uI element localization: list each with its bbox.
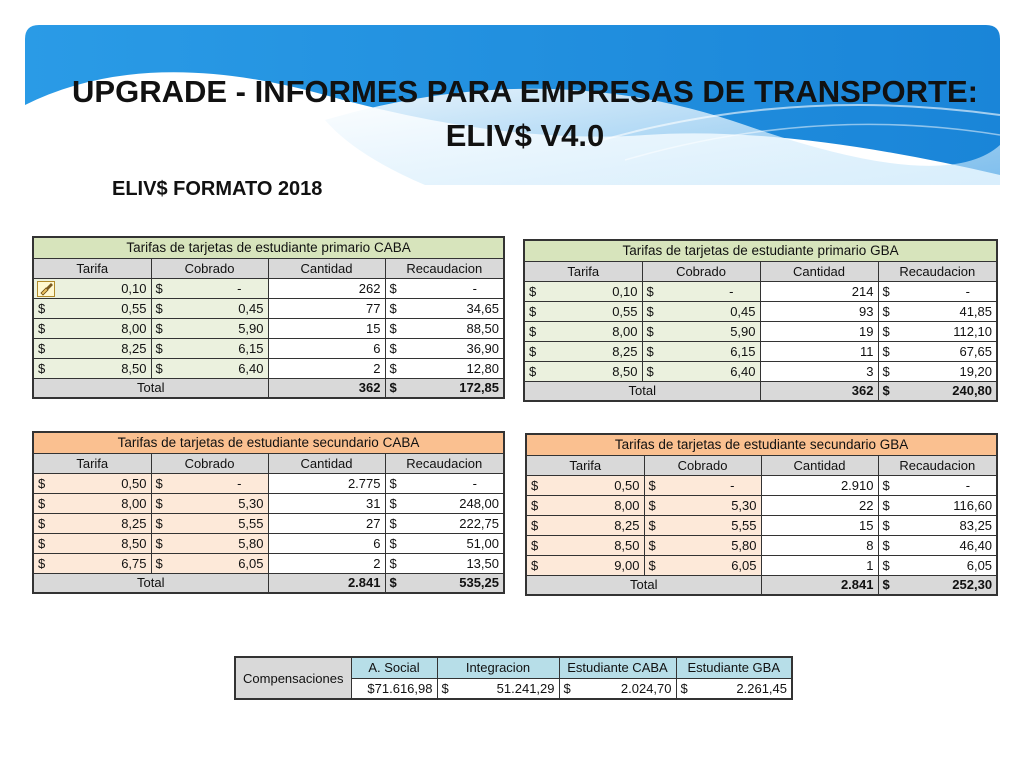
cantidad-cell: 6 <box>268 338 385 358</box>
table-primario-caba <box>32 236 505 399</box>
table-row <box>33 298 504 318</box>
cantidad-cell: 2 <box>268 553 385 573</box>
cantidad-cell: 2.910 <box>761 475 878 495</box>
table-compensaciones <box>234 656 793 700</box>
table-title: Tarifas de tarjetas de estudiante secundario GBA <box>526 434 997 455</box>
table-secundario-caba <box>32 431 505 594</box>
col-header-cantidad: Cantidad <box>761 455 878 475</box>
tarifa-cell: $ 9,00 <box>526 555 644 575</box>
total-row <box>526 575 997 595</box>
table-row <box>33 278 504 298</box>
cantidad-cell: 262 <box>268 278 385 298</box>
table-title: Tarifas de tarjetas de estudiante primario CABA <box>33 237 504 258</box>
table-primario-gba <box>523 239 998 402</box>
table-row <box>526 555 997 575</box>
recaudacion-cell: $ - <box>385 278 504 298</box>
table-row <box>33 318 504 338</box>
tarifa-cell: $ 0,50 <box>526 475 644 495</box>
cantidad-cell: 22 <box>761 495 878 515</box>
recaudacion-cell: $ - <box>878 475 997 495</box>
cobrado-cell: $ 5,30 <box>151 493 268 513</box>
total-recaudacion: $ 172,85 <box>385 378 504 398</box>
cobrado-cell: $ - <box>644 475 761 495</box>
tarifa-cell: $ 8,50 <box>33 533 151 553</box>
cantidad-cell: 2 <box>268 358 385 378</box>
compensaciones-label: Compensaciones <box>235 657 351 699</box>
comp-value-integracion: $ 51.241,29 <box>437 678 559 699</box>
recaudacion-cell: $ 248,00 <box>385 493 504 513</box>
cobrado-cell: $ 6,40 <box>642 361 760 381</box>
col-header-cobrado: Cobrado <box>642 261 760 281</box>
tarifa-cell: $ 0,55 <box>33 298 151 318</box>
recaudacion-cell: $ 51,00 <box>385 533 504 553</box>
table-row <box>524 321 997 341</box>
total-cantidad: 2.841 <box>761 575 878 595</box>
recaudacion-cell: $ - <box>878 281 997 301</box>
total-cantidad: 2.841 <box>268 573 385 593</box>
tarifa-cell: $ 8,50 <box>33 358 151 378</box>
total-recaudacion: $ 535,25 <box>385 573 504 593</box>
comp-header-integracion: Integracion <box>437 657 559 678</box>
cobrado-cell: $ - <box>151 473 268 493</box>
tarifa-cell: $ 0,10 <box>524 281 642 301</box>
recaudacion-cell: $ 88,50 <box>385 318 504 338</box>
cobrado-cell: $ - <box>151 278 268 298</box>
recaudacion-cell: $ 67,65 <box>878 341 997 361</box>
cantidad-cell: 77 <box>268 298 385 318</box>
cobrado-cell: $ 5,80 <box>151 533 268 553</box>
cobrado-cell: $ 5,55 <box>151 513 268 533</box>
cobrado-cell: $ 6,05 <box>151 553 268 573</box>
table-row <box>33 338 504 358</box>
cobrado-cell: $ 5,80 <box>644 535 761 555</box>
tarifa-cell: $ 8,25 <box>33 338 151 358</box>
table-row <box>526 535 997 555</box>
recaudacion-cell: $ 222,75 <box>385 513 504 533</box>
table-row <box>526 515 997 535</box>
col-header-tarifa: Tarifa <box>33 258 151 278</box>
cobrado-cell: $ 6,15 <box>642 341 760 361</box>
cobrado-cell: $ 6,15 <box>151 338 268 358</box>
cantidad-cell: 93 <box>760 301 878 321</box>
tarifa-cell: $ 0,55 <box>524 301 642 321</box>
cobrado-cell: $ 6,40 <box>151 358 268 378</box>
col-header-tarifa: Tarifa <box>526 455 644 475</box>
total-label: Total <box>526 575 761 595</box>
table-row <box>33 473 504 493</box>
comp-value-social: $71.616,98 <box>351 678 437 699</box>
table-row <box>33 533 504 553</box>
cantidad-cell: 15 <box>268 318 385 338</box>
col-header-cantidad: Cantidad <box>760 261 878 281</box>
table-row <box>524 281 997 301</box>
section-subtitle: ELIV$ FORMATO 2018 <box>112 178 323 200</box>
comp-header-gba: Estudiante GBA <box>676 657 792 678</box>
table-row <box>526 475 997 495</box>
recaudacion-cell: $ 83,25 <box>878 515 997 535</box>
table-header-row <box>33 453 504 473</box>
col-header-cobrado: Cobrado <box>151 258 268 278</box>
total-row <box>33 378 504 398</box>
total-label: Total <box>33 573 268 593</box>
recaudacion-cell: $ 19,20 <box>878 361 997 381</box>
recaudacion-cell: $ 36,90 <box>385 338 504 358</box>
total-row <box>33 573 504 593</box>
total-label: Total <box>33 378 268 398</box>
tarifa-cell: $ 8,25 <box>524 341 642 361</box>
cantidad-cell: 3 <box>760 361 878 381</box>
tarifa-cell: 0,10 <box>33 278 151 298</box>
table-title: Tarifas de tarjetas de estudiante primario GBA <box>524 240 997 261</box>
cantidad-cell: 31 <box>268 493 385 513</box>
total-cantidad: 362 <box>760 381 878 401</box>
comp-header-caba: Estudiante CABA <box>559 657 676 678</box>
recaudacion-cell: $ 112,10 <box>878 321 997 341</box>
cantidad-cell: 11 <box>760 341 878 361</box>
tarifa-cell: $ 8,00 <box>33 493 151 513</box>
comp-value-gba: $ 2.261,45 <box>676 678 792 699</box>
recaudacion-cell: $ 6,05 <box>878 555 997 575</box>
col-header-recaudacion: Recaudacion <box>878 455 997 475</box>
total-cantidad: 362 <box>268 378 385 398</box>
col-header-recaudacion: Recaudacion <box>385 453 504 473</box>
tarifa-cell: $ 8,00 <box>33 318 151 338</box>
table-row <box>33 553 504 573</box>
recaudacion-cell: $ - <box>385 473 504 493</box>
col-header-tarifa: Tarifa <box>33 453 151 473</box>
tarifa-cell: $ 8,50 <box>526 535 644 555</box>
table-secundario-gba <box>525 433 998 596</box>
cobrado-cell: $ 5,30 <box>644 495 761 515</box>
total-row <box>524 381 997 401</box>
cobrado-cell: $ 5,55 <box>644 515 761 535</box>
tarifa-cell: $ 8,25 <box>33 513 151 533</box>
cantidad-cell: 19 <box>760 321 878 341</box>
table-row <box>33 513 504 533</box>
col-header-tarifa: Tarifa <box>524 261 642 281</box>
col-header-cobrado: Cobrado <box>151 453 268 473</box>
cobrado-cell: $ 5,90 <box>151 318 268 338</box>
cantidad-cell: 2.775 <box>268 473 385 493</box>
cobrado-cell: $ 0,45 <box>151 298 268 318</box>
table-row <box>33 358 504 378</box>
comp-header-social: A. Social <box>351 657 437 678</box>
cantidad-cell: 8 <box>761 535 878 555</box>
recaudacion-cell: $ 116,60 <box>878 495 997 515</box>
col-header-cantidad: Cantidad <box>268 453 385 473</box>
cantidad-cell: 214 <box>760 281 878 301</box>
tarifa-cell: $ 0,50 <box>33 473 151 493</box>
table-header-row <box>33 258 504 278</box>
table-row <box>524 361 997 381</box>
tarifa-cell: $ 8,50 <box>524 361 642 381</box>
cobrado-cell: $ 5,90 <box>642 321 760 341</box>
cantidad-cell: 27 <box>268 513 385 533</box>
cobrado-cell: $ 0,45 <box>642 301 760 321</box>
table-row <box>526 495 997 515</box>
table-header-row <box>526 455 997 475</box>
recaudacion-cell: $ 13,50 <box>385 553 504 573</box>
recaudacion-cell: $ 34,65 <box>385 298 504 318</box>
cobrado-cell: $ - <box>642 281 760 301</box>
total-label: Total <box>524 381 760 401</box>
table-title: Tarifas de tarjetas de estudiante secundario CABA <box>33 432 504 453</box>
total-recaudacion: $ 252,30 <box>878 575 997 595</box>
cantidad-cell: 6 <box>268 533 385 553</box>
table-row <box>524 341 997 361</box>
tarifa-cell: $ 8,25 <box>526 515 644 535</box>
recaudacion-cell: $ 46,40 <box>878 535 997 555</box>
cantidad-cell: 15 <box>761 515 878 535</box>
table-row <box>33 493 504 513</box>
page-title: UPGRADE - INFORMES PARA EMPRESAS DE TRANSPORTE: ELIV$ V4.0 <box>72 74 978 153</box>
tarifa-cell: $ 6,75 <box>33 553 151 573</box>
recaudacion-cell: $ 12,80 <box>385 358 504 378</box>
col-header-cobrado: Cobrado <box>644 455 761 475</box>
brush-icon <box>37 281 55 297</box>
col-header-recaudacion: Recaudacion <box>878 261 997 281</box>
recaudacion-cell: $ 41,85 <box>878 301 997 321</box>
cobrado-cell: $ 6,05 <box>644 555 761 575</box>
cantidad-cell: 1 <box>761 555 878 575</box>
col-header-cantidad: Cantidad <box>268 258 385 278</box>
total-recaudacion: $ 240,80 <box>878 381 997 401</box>
table-header-row <box>524 261 997 281</box>
tarifa-cell: $ 8,00 <box>524 321 642 341</box>
table-row <box>524 301 997 321</box>
comp-value-caba: $ 2.024,70 <box>559 678 676 699</box>
tarifa-cell: $ 8,00 <box>526 495 644 515</box>
col-header-recaudacion: Recaudacion <box>385 258 504 278</box>
